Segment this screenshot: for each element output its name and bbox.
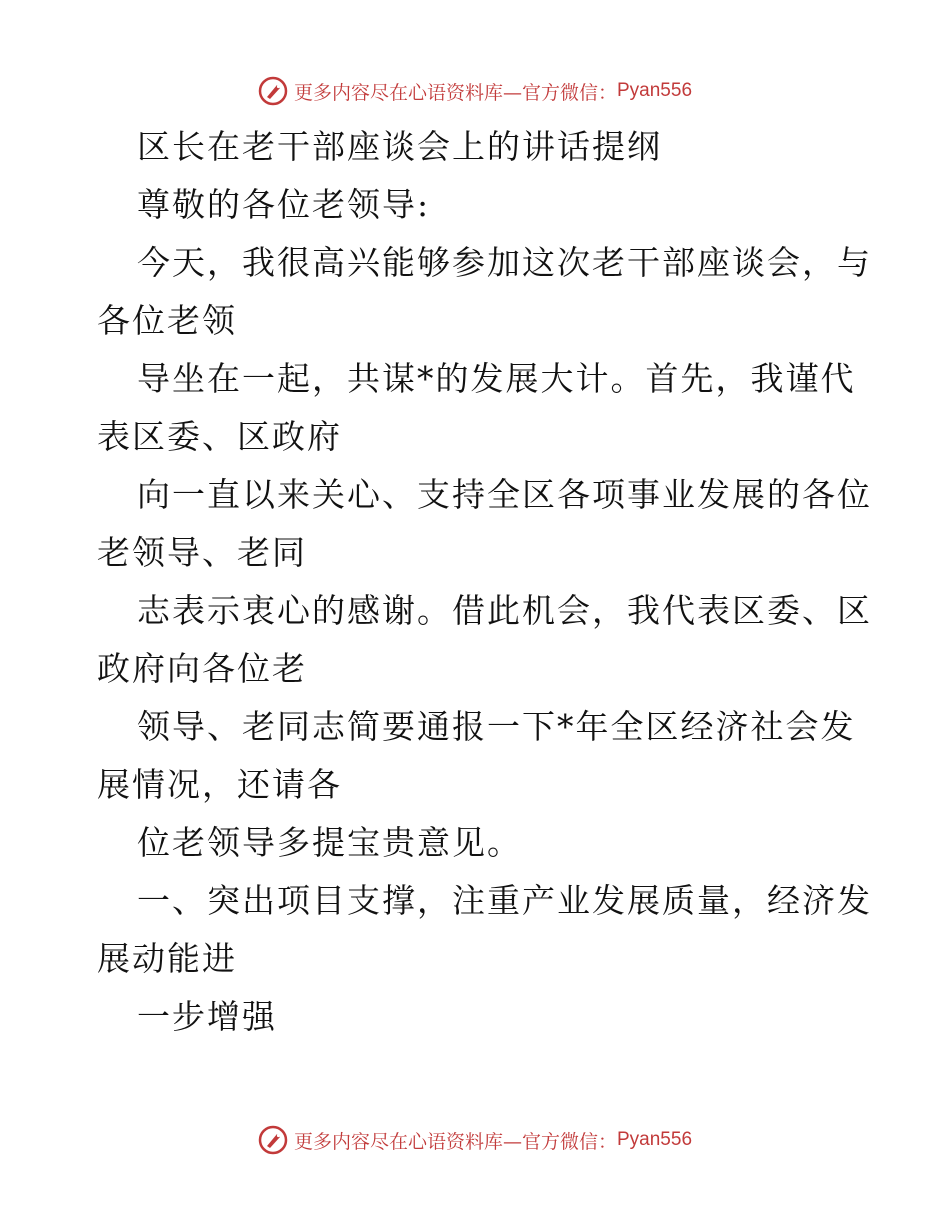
document-body (97, 118, 872, 1046)
text-line: 领导、老同志简要通报一下*年全区经济社会发 (137, 707, 856, 746)
text-line: 政府向各位老 (97, 649, 307, 688)
pen-nib-logo-icon (258, 76, 288, 106)
footer-watermark (0, 1120, 950, 1160)
text-line: 表区委、区政府 (97, 417, 342, 456)
section-heading-cont: 展动能进 (97, 939, 237, 978)
watermark-text: 更多内容尽在心语资料库—官方微信： (293, 1130, 617, 1153)
watermark-wechat-id: Pyan556 (617, 1129, 693, 1150)
salutation: 尊敬的各位老领导: (137, 185, 431, 224)
section-heading: 一、突出项目支撑，注重产业发展质量，经济发 (137, 881, 872, 920)
text-line: 今天，我很高兴能够参加这次老干部座谈会，与 (137, 243, 872, 282)
text-line: 导坐在一起，共谋*的发展大计。首先，我谨代 (137, 359, 856, 398)
text-line: 老领导、老同 (97, 533, 307, 572)
text-line: 展情况，还请各 (97, 765, 342, 804)
document-title: 区长在老干部座谈会上的讲话提纲 (137, 127, 662, 166)
watermark-text: 更多内容尽在心语资料库—官方微信： (293, 81, 617, 104)
text-line: 位老领导多提宝贵意见。 (137, 823, 522, 862)
watermark-wechat-id: Pyan556 (617, 80, 693, 101)
pen-nib-logo-icon (258, 1125, 288, 1155)
text-line: 各位老领 (97, 301, 237, 340)
section-heading-cont: 一步增强 (137, 997, 277, 1036)
text-line: 志表示衷心的感谢。借此机会，我代表区委、区 (137, 591, 872, 630)
header-watermark (0, 71, 950, 111)
text-line: 向一直以来关心、支持全区各项事业发展的各位 (137, 475, 872, 514)
